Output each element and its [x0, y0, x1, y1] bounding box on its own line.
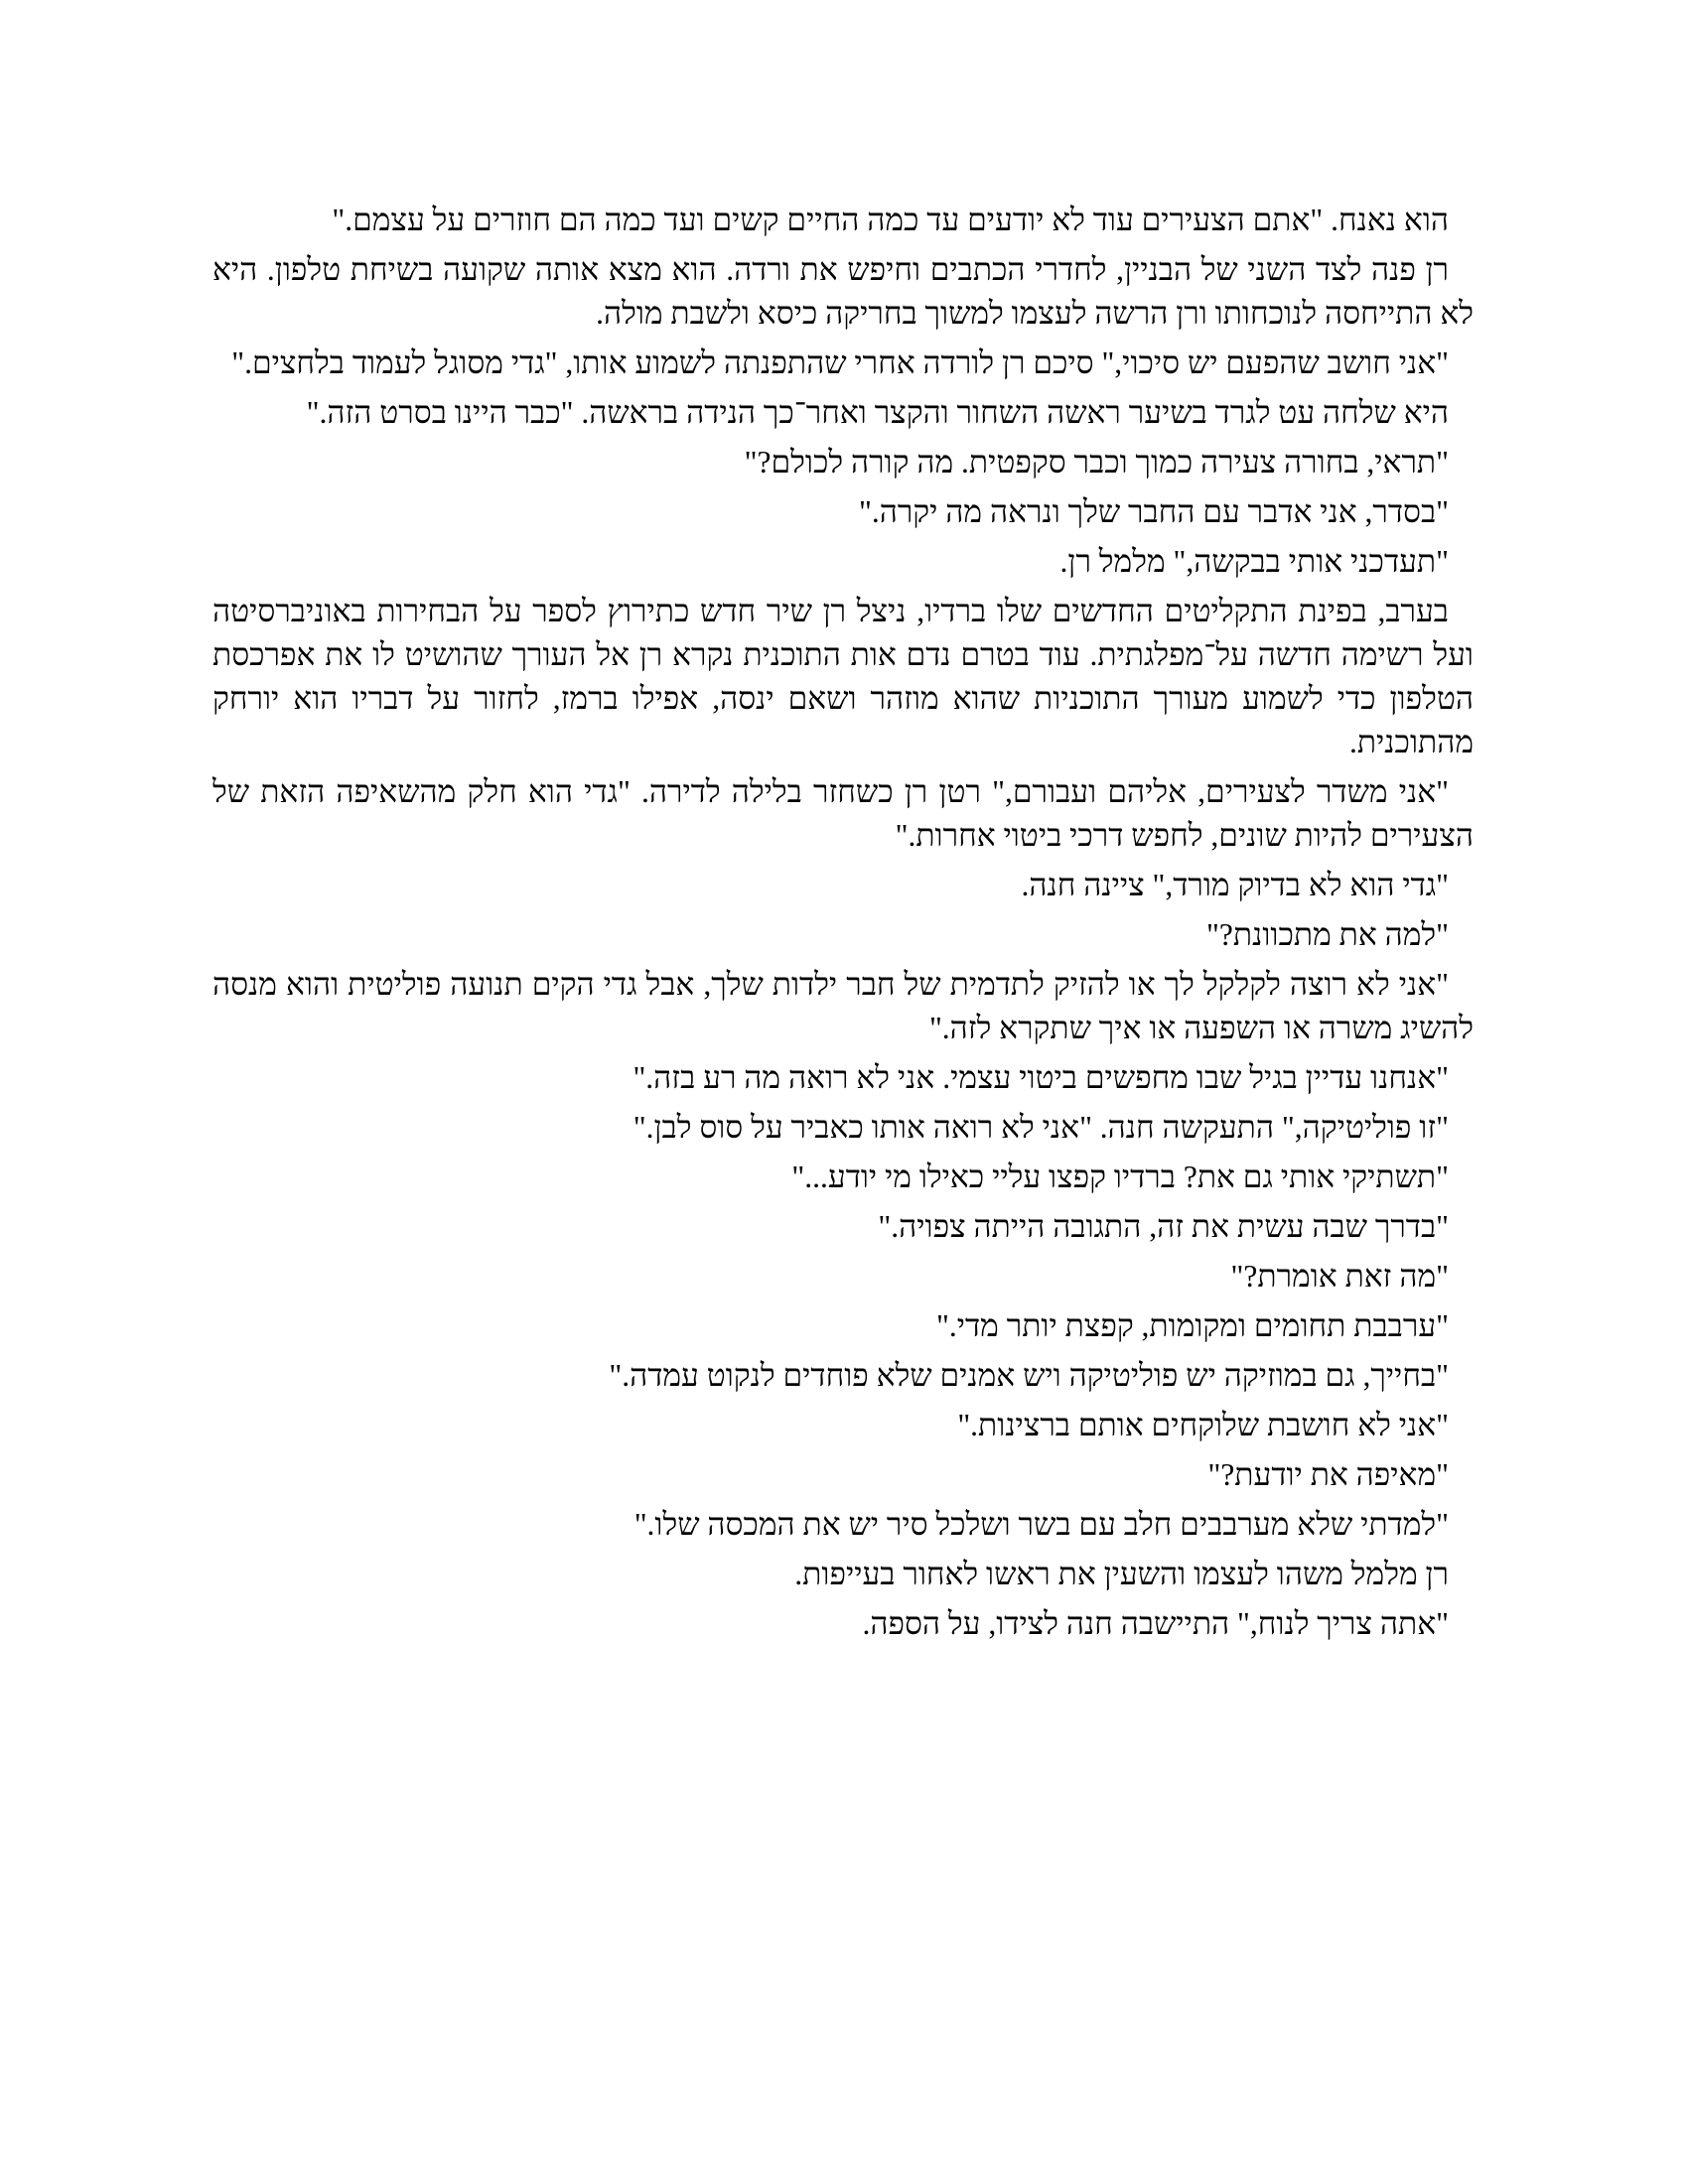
paragraph-19: "בחייך, גם במוזיקה יש פוליטיקה ויש אמנים שלא פוחדים לנקוט עמדה."	[609, 1358, 1449, 1393]
paragraph-15: "תשתיקי אותי גם את? ברדיו קפצו עליי כאילו מי יודע..."	[791, 1160, 1449, 1194]
paragraph-18: "ערבבת תחומים ומקומות, קפצת יותר מדי."	[936, 1308, 1449, 1343]
document-page	[212, 199, 1474, 1652]
paragraph-4: היא שלחה עט לגרד בשיער ראשה השחור והקצר ואחר־כך הנידה בראשה. "כבר היינו בסרט הזה."	[306, 395, 1449, 430]
paragraph-23: רן מלמל משהו לעצמו והשעין את ראשו לאחור בעייפות.	[794, 1557, 1449, 1591]
paragraph-3: "אני חושב שהפעם יש סיכוי," סיכם רן לורדה אחרי שהתפנתה לשמוע אותו, "גדי מסוגל לעמוד בלחצים."	[231, 345, 1449, 380]
paragraph-7: "תעדכני אותי בבקשה," מלמל רן.	[1059, 544, 1449, 579]
paragraph-2: רן פנה לצד השני של הבניין, לחדרי הכתבים וחיפש את ורדה. הוא מצא אותה שקועה בשיחת טלפון. היא לא התייחסה לנוכחותו ורן הרשה לעצמו למשוך בחריקה כיסא ולשבת מולה.	[212, 252, 1474, 331]
paragraph-1: הוא נאנח. "אתם הצעירים עוד לא יודעים עד כמה החיים קשים ועד כמה הם חוזרים על עצמם."	[332, 203, 1449, 237]
paragraph-10: "גדי הוא לא בדיוק מורד," ציינה חנה.	[1021, 868, 1449, 902]
paragraph-9: "אני משדר לצעירים, אליהם ועבורם," רטן רן כשחזר בלילה לדירה. "גדי הוא חלק מהשאיפה הזאת של הצעירים להיות שונים, לחפש דרכי ביטוי אחרות."	[212, 774, 1474, 853]
paragraph-20: "אני לא חושבת שלוקחים אותם ברצינות."	[957, 1408, 1449, 1442]
paragraph-14: "זו פוליטיקה," התעקשה חנה. "אני לא רואה אותו כאביר על סוס לבן."	[633, 1110, 1449, 1145]
paragraph-17: "מה זאת אומרת?"	[1230, 1259, 1449, 1294]
paragraph-16: "בדרך שבה עשית את זה, התגובה הייתה צפויה."	[878, 1209, 1449, 1244]
paragraph-6: "בסדר, אני אדבר עם החבר שלך ונראה מה יקרה."	[858, 494, 1449, 529]
paragraph-13: "אנחנו עדיין בגיל שבו מחפשים ביטוי עצמי. אני לא רואה מה רע בזה."	[633, 1060, 1449, 1095]
paragraph-11: "למה את מתכוונת?"	[1206, 917, 1449, 952]
paragraph-12: "אני לא רוצה לקלקל לך או להזיק לתדמית של חבר ילדות שלך, אבל גדי הקים תנועה פוליטית והוא מנסה להשיג משרה או השפעה או איך שתקרא לזה."	[212, 967, 1474, 1045]
paragraph-8: בערב, בפינת התקליטים החדשים שלו ברדיו, ניצל רן שיר חדש כתירוץ לספר על הבחירות באוניברסיטה ועל רשימה חדשה על־מפלגתית. עוד בטרם נדם אות התוכנית נקרא רן אל העורך שהושיט לו את אפרכסת הטלפון כדי לשמוע מעורך התוכניות שהוא מוזהר ושאם ינסה, אפילו ברמז, לחזור על דבריו הוא יורחק מהתוכנית.	[212, 594, 1474, 759]
paragraph-21: "מאיפה את יודעת?"	[1207, 1457, 1449, 1492]
paragraph-24: "אתה צריך לנוח," התיישבה חנה לצידו, על הספה.	[862, 1606, 1449, 1641]
paragraph-5: "תראי, בחורה צעירה כמוך וכבר סקפטית. מה קורה לכולם?"	[744, 445, 1449, 479]
paragraph-22: "למדתי שלא מערבבים חלב עם בשר ושלכל סיר יש את המכסה שלו."	[633, 1507, 1449, 1542]
